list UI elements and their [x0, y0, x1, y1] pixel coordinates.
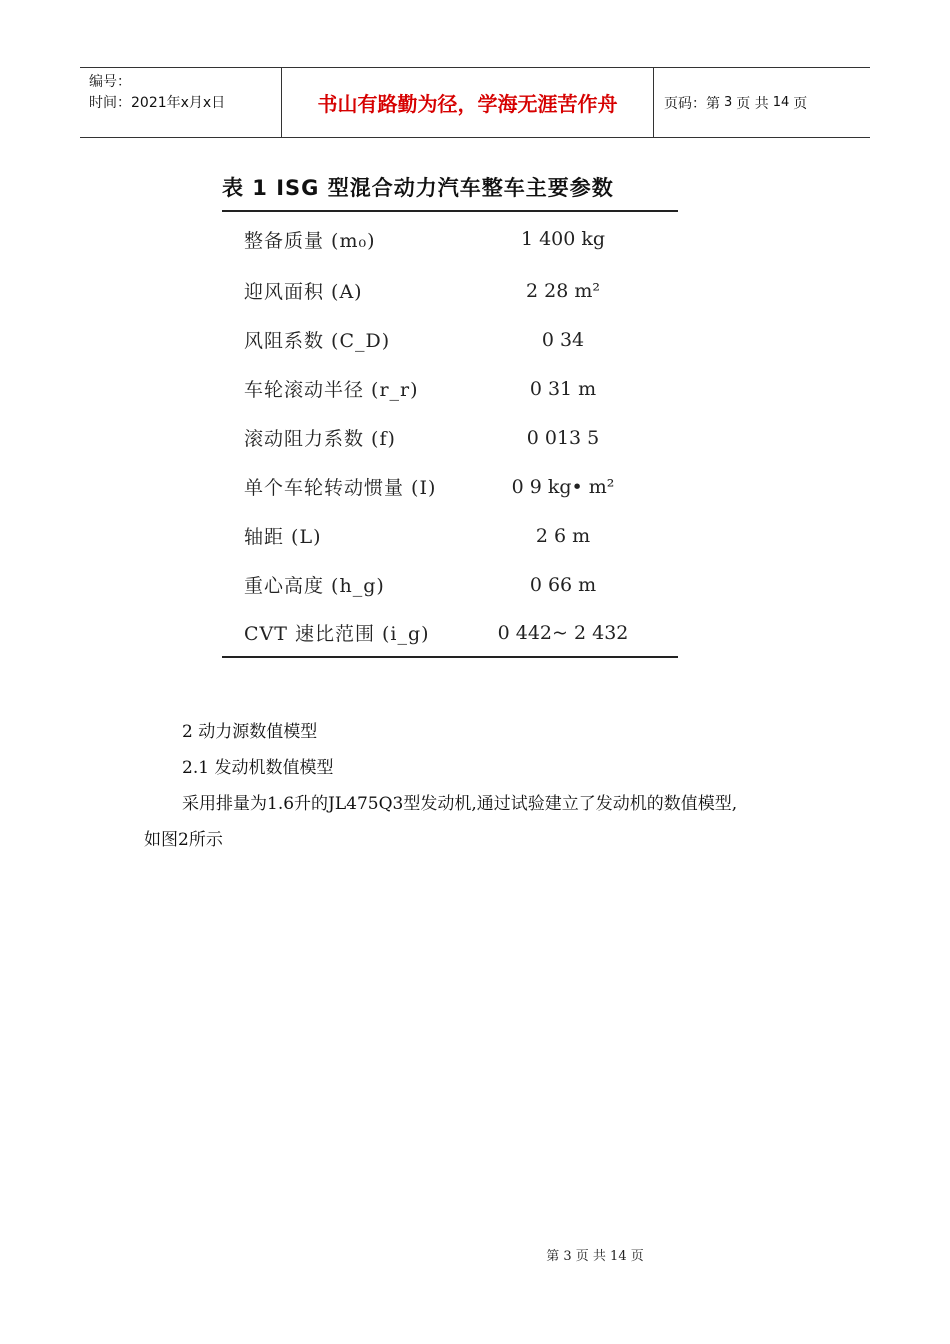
parameter-table-block	[222, 170, 678, 658]
param-value: 0 31 m	[529, 377, 597, 400]
table-row	[222, 462, 678, 511]
header-page-info	[654, 68, 870, 137]
table-row	[222, 212, 678, 266]
param-value: 0 013 5	[526, 426, 600, 449]
body-text	[144, 714, 844, 858]
page-current: 3	[724, 95, 733, 110]
table-row	[222, 364, 678, 413]
page-prefix: 页码：第	[664, 95, 720, 112]
param-name: 单个车轮转动惯量 (I)	[244, 477, 437, 499]
header-time-label: 时间：2021年x月x日	[89, 95, 226, 111]
page-total: 14	[772, 95, 790, 110]
subsection-heading: 2.1 发动机数值模型	[182, 758, 334, 778]
page-suffix: 页	[793, 95, 808, 112]
param-name: CVT 速比范围 (i_g)	[244, 623, 430, 645]
paragraph-line: 采用排量为1.6升的JL475Q3型发动机,通过试验建立了发动机的数值模型,	[182, 794, 738, 814]
param-name: 迎风面积 (A)	[244, 281, 363, 303]
section-heading: 2 动力源数值模型	[182, 722, 318, 742]
param-name: 风阻系数 (C_D)	[244, 330, 391, 352]
param-value: 0 66 m	[529, 573, 597, 596]
param-name: 整备质量 (m₀)	[244, 229, 376, 252]
header-meta-cell	[80, 68, 282, 137]
page-footer: 第 3 页 共 14 页	[546, 1249, 644, 1264]
param-value: 2 6 m	[535, 524, 591, 547]
header-motto: 书山有路勤为径，学海无涯苦作舟	[282, 68, 654, 137]
param-name: 轴距 (L)	[244, 526, 322, 548]
table-title: 表 1 ISG 型混合动力汽车整车主要参数	[222, 176, 614, 200]
page-mid: 页 共	[736, 95, 769, 112]
param-name: 重心高度 (h_g)	[244, 575, 385, 597]
document-header	[80, 67, 870, 138]
param-name: 滚动阻力系数 (f)	[244, 428, 396, 450]
parameter-table	[222, 212, 678, 656]
table-row	[222, 560, 678, 609]
table-row	[222, 266, 678, 315]
param-value: 2 28 m²	[526, 279, 600, 302]
table-bottom-rule	[222, 656, 678, 658]
table-row	[222, 315, 678, 364]
param-value: 0 442~ 2 432	[497, 621, 629, 644]
param-value: 1 400 kg	[520, 228, 606, 250]
param-value: 0 9 kg• m²	[511, 475, 615, 498]
table-row	[222, 511, 678, 560]
table-row	[222, 609, 678, 656]
table-row	[222, 413, 678, 462]
param-value: 0 34	[541, 328, 585, 351]
header-number-label: 编号：	[89, 74, 131, 90]
param-name: 车轮滚动半径 (r_r)	[244, 379, 419, 401]
paragraph-line: 如图2所示	[144, 830, 223, 850]
